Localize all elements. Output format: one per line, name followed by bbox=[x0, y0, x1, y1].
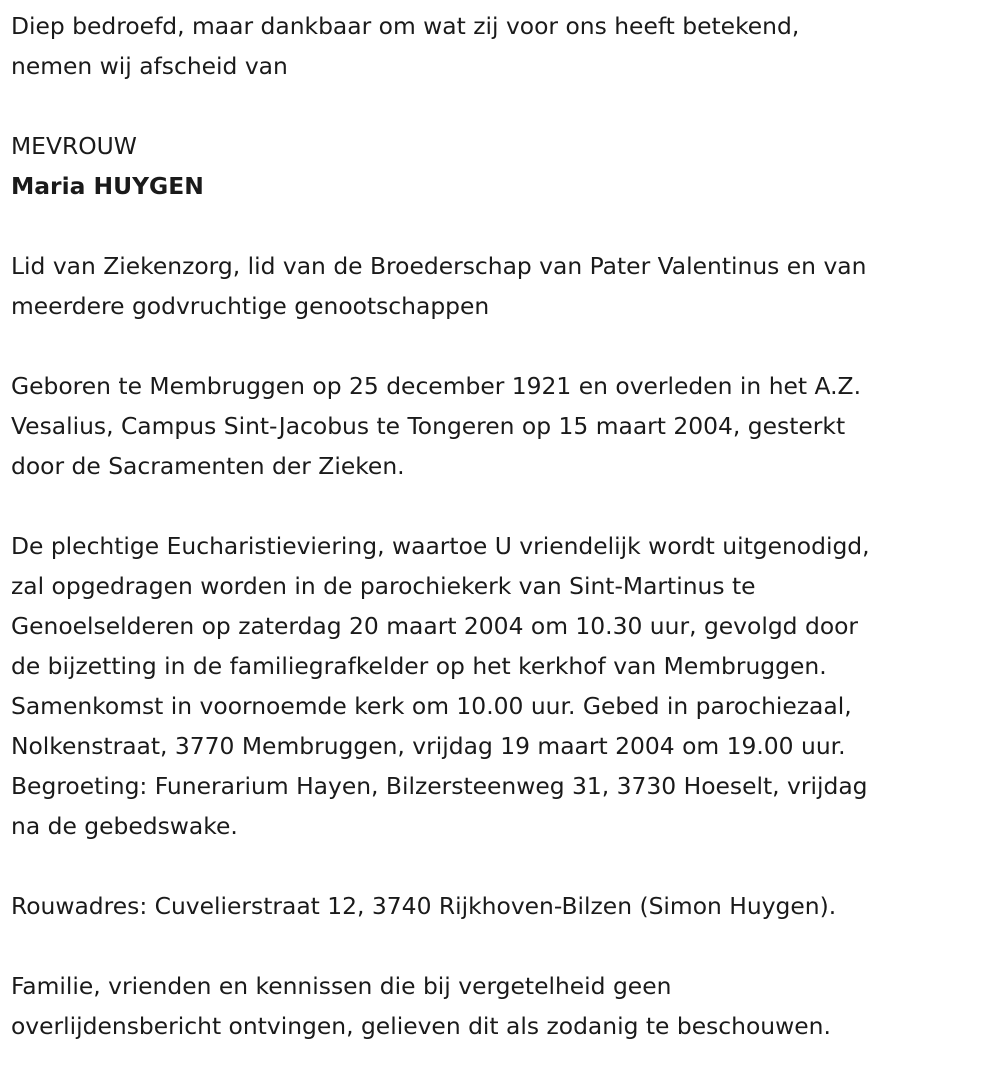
intro-line: Diep bedroefd, maar dankbaar om wat zij voor ons heeft betekend, bbox=[11, 12, 800, 40]
ceremony-line: zal opgedragen worden in de parochiekerk van Sint-Martinus te bbox=[11, 572, 756, 600]
ceremony-line: De plechtige Eucharistieviering, waartoe U vriendelijk wordt uitgenodigd, bbox=[11, 532, 870, 560]
honorific: MEVROUW bbox=[11, 132, 137, 160]
spacer bbox=[11, 846, 1000, 886]
birth-death-paragraph bbox=[11, 366, 1000, 486]
spacer bbox=[11, 86, 1000, 126]
ceremony-line: de bijzetting in de familiegrafkelder op het kerkhof van Membruggen. bbox=[11, 652, 827, 680]
intro-line: nemen wij afscheid van bbox=[11, 52, 288, 80]
deceased-name-text: Maria HUYGEN bbox=[11, 172, 204, 200]
ceremony-line: Begroeting: Funerarium Hayen, Bilzersteenweg 31, 3730 Hoeselt, vrijdag bbox=[11, 772, 868, 800]
title-honorific bbox=[11, 126, 1000, 166]
birth-death-line: Vesalius, Campus Sint-Jacobus te Tongeren op 15 maart 2004, gesterkt bbox=[11, 412, 846, 440]
closing-line: overlijdensbericht ontvingen, gelieven dit als zodanig te beschouwen. bbox=[11, 1012, 831, 1040]
membership-line: meerdere godvruchtige genootschappen bbox=[11, 292, 490, 320]
spacer bbox=[11, 326, 1000, 366]
ceremony-line: Genoelselderen op zaterdag 20 maart 2004 om 10.30 uur, gevolgd door bbox=[11, 612, 859, 640]
ceremony-line: Samenkomst in voornoemde kerk om 10.00 uur. Gebed in parochiezaal, bbox=[11, 692, 852, 720]
membership-line: Lid van Ziekenzorg, lid van de Broederschap van Pater Valentinus en van bbox=[11, 252, 867, 280]
spacer bbox=[11, 206, 1000, 246]
membership-paragraph bbox=[11, 246, 1000, 326]
address-paragraph bbox=[11, 886, 1000, 926]
closing-paragraph bbox=[11, 966, 1000, 1046]
ceremony-paragraph bbox=[11, 526, 1000, 846]
spacer bbox=[11, 486, 1000, 526]
address-line: Rouwadres: Cuvelierstraat 12, 3740 Rijkhoven-Bilzen (Simon Huygen). bbox=[11, 892, 837, 920]
birth-death-line: door de Sacramenten der Zieken. bbox=[11, 452, 405, 480]
ceremony-line: Nolkenstraat, 3770 Membruggen, vrijdag 19 maart 2004 om 19.00 uur. bbox=[11, 732, 846, 760]
birth-death-line: Geboren te Membruggen op 25 december 1921 en overleden in het A.Z. bbox=[11, 372, 862, 400]
closing-line: Familie, vrienden en kennissen die bij vergetelheid geen bbox=[11, 972, 672, 1000]
ceremony-line: na de gebedswake. bbox=[11, 812, 238, 840]
intro-paragraph bbox=[11, 6, 1000, 86]
deceased-name bbox=[11, 166, 1000, 206]
spacer bbox=[11, 926, 1000, 966]
